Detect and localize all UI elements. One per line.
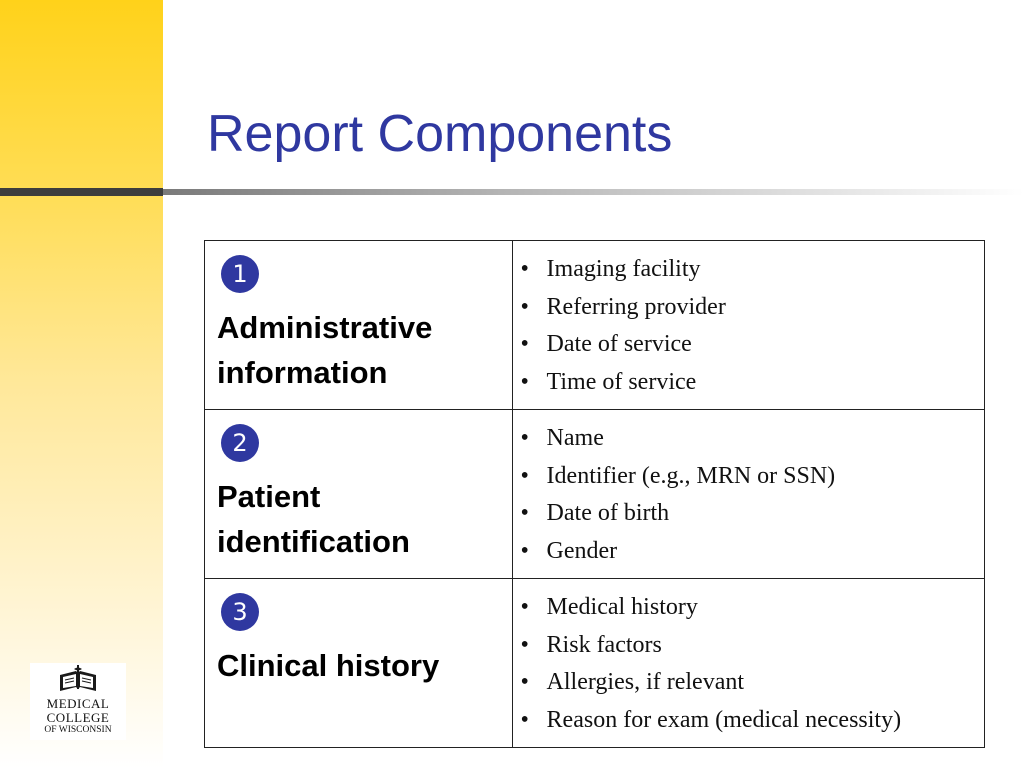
table-row (205, 410, 985, 579)
item-list (513, 410, 984, 578)
list-item-text: Gender (546, 537, 618, 564)
list-item: • Date of birth (520, 500, 670, 526)
list-item-text: Allergies, if relevant (546, 669, 745, 695)
category-label-line: Clinical history (217, 648, 440, 683)
list-item-text: Referring provider (546, 293, 726, 320)
list-item: • Date of service (520, 331, 692, 357)
circled-number-icon: 3 (221, 593, 259, 631)
list-item: • Risk factors (520, 631, 662, 658)
components-table (204, 240, 985, 748)
list-item-text: Identifier (e.g., MRN or SSN) (546, 462, 836, 489)
list-item: • Reason for exam (medical necessity) (520, 706, 902, 733)
list-item: • Name (520, 425, 604, 451)
logo-text-line: COLLEGE (46, 710, 110, 725)
list-item: • Identifier (e.g., MRN or SSN) (520, 462, 836, 489)
yellow-side-band (0, 0, 163, 768)
list-item-text: Time of service (546, 368, 697, 395)
list-item: • Allergies, if relevant (520, 669, 745, 695)
category-label (217, 305, 500, 395)
table-row (205, 241, 985, 410)
circled-number-icon: 1 (221, 255, 259, 293)
table-row (205, 579, 985, 748)
items-cell (512, 410, 984, 579)
category-cell (205, 410, 513, 579)
category-label-line: information (217, 355, 388, 390)
list-item: • Imaging facility (520, 256, 701, 282)
category-label-line: Patient (217, 479, 321, 514)
circled-number-icon: 2 (221, 424, 259, 462)
category-label-line: Administrative (217, 310, 433, 345)
items-cell (512, 241, 984, 410)
list-item: • Medical history (520, 594, 698, 620)
college-logo (30, 663, 126, 740)
title-rule-fade (163, 189, 1024, 195)
list-item: • Gender (520, 537, 618, 564)
list-item-text: Reason for exam (medical necessity) (546, 706, 902, 733)
category-cell (205, 579, 513, 748)
category-cell (205, 241, 513, 410)
item-list (513, 241, 984, 409)
list-item-text: Imaging facility (546, 256, 701, 282)
items-cell (512, 579, 984, 748)
list-item: • Time of service (520, 368, 697, 395)
title-rule-dark (0, 188, 163, 196)
category-label (217, 474, 500, 564)
list-item-text: Name (546, 425, 604, 451)
list-item-text: Date of birth (546, 500, 670, 526)
logo-text-line: MEDICAL (46, 696, 110, 711)
list-item-text: Date of service (546, 331, 692, 357)
slide-title: Report Components (207, 105, 673, 163)
category-label-line: identification (217, 524, 410, 559)
list-item: • Referring provider (520, 293, 726, 320)
book-caduceus-icon (56, 665, 100, 695)
list-item-text: Medical history (546, 594, 698, 620)
list-item-text: Risk factors (546, 631, 662, 658)
item-list (513, 579, 984, 747)
category-label (217, 643, 500, 688)
logo-text-line: OF WISCONSIN (44, 725, 112, 735)
